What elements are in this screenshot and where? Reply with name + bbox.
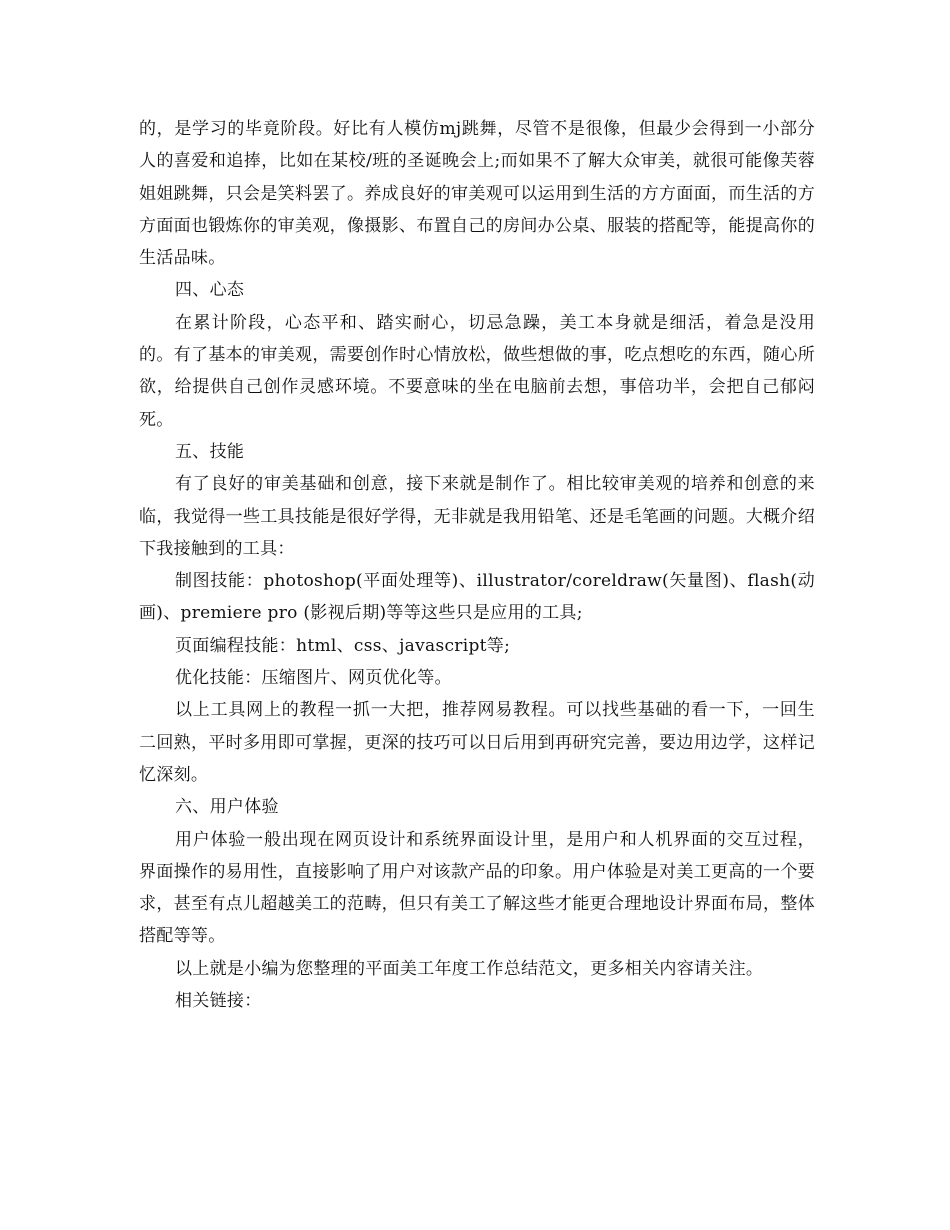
section-heading-user-experience: 六、用户体验 bbox=[175, 797, 279, 818]
paragraph-mindset: 在累计阶段，心态平和、踏实耐心，切忌急躁，美工本身就是细活，着急是没用的。有了基本的审美观，需要创作时心情放松，做些想做的事，吃点想吃的东西，随心所欲，给提供自己创作灵感环境。不要意味的坐在电脑前去想，事倍功半，会把自己郁闷死。 bbox=[139, 312, 815, 430]
paragraph-closing: 以上就是小编为您整理的平面美工年度工作总结范文，更多相关内容请关注。 bbox=[175, 958, 764, 979]
paragraph-page-programming-skills: 页面编程技能：html、css、javascript等; bbox=[175, 635, 511, 656]
paragraph-graphics-skills: 制图技能：photoshop(平面处理等)、illustrator/coreldraw(矢量图)、flash(动画)、premiere pro (影视后期)等等这些只是应用的工具; bbox=[139, 571, 815, 624]
document-body bbox=[139, 113, 815, 1017]
paragraph-skills-intro: 有了良好的审美基础和创意，接下来就是制作了。相比较审美观的培养和创意的来临，我觉得一些工具技能是很好学得，无非就是我用铅笔、还是毛笔画的问题。大概介绍下我接触到的工具： bbox=[139, 474, 815, 559]
section-heading-skills: 五、技能 bbox=[175, 441, 245, 462]
paragraph-optimization-skills: 优化技能：压缩图片、网页优化等。 bbox=[175, 668, 452, 689]
paragraph-tutorials: 以上工具网上的教程一抓一大把，推荐网易教程。可以找些基础的看一下，一回生二回熟，平时多用即可掌握，更深的技巧可以日后用到再研究完善，要边用边学，这样记忆深刻。 bbox=[139, 700, 815, 785]
paragraph-related-links: 相关链接： bbox=[175, 991, 262, 1012]
paragraph-aesthetics-continued: 的，是学习的毕竟阶段。好比有人模仿mj跳舞，尽管不是很像，但最少会得到一小部分人的喜爱和追捧，比如在某校/班的圣诞晚会上;而如果不了解大众审美，就很可能像芙蓉姐姐跳舞，只会是笑料罢了。养成良好的审美观可以运用到生活的方方面面，而生活的方方面面也锻炼你的审美观，像摄影、布置自己的房间办公桌、服装的搭配等，能提高你的生活品味。 bbox=[139, 119, 815, 269]
paragraph-user-experience: 用户体验一般出现在网页设计和系统界面设计里，是用户和人机界面的交互过程，界面操作的易用性，直接影响了用户对该款产品的印象。用户体验是对美工更高的一个要求，甚至有点儿超越美工的范畴，但只有美工了解这些才能更合理地设计界面布局，整体搭配等等。 bbox=[139, 829, 815, 947]
section-heading-mindset: 四、心态 bbox=[175, 280, 245, 301]
